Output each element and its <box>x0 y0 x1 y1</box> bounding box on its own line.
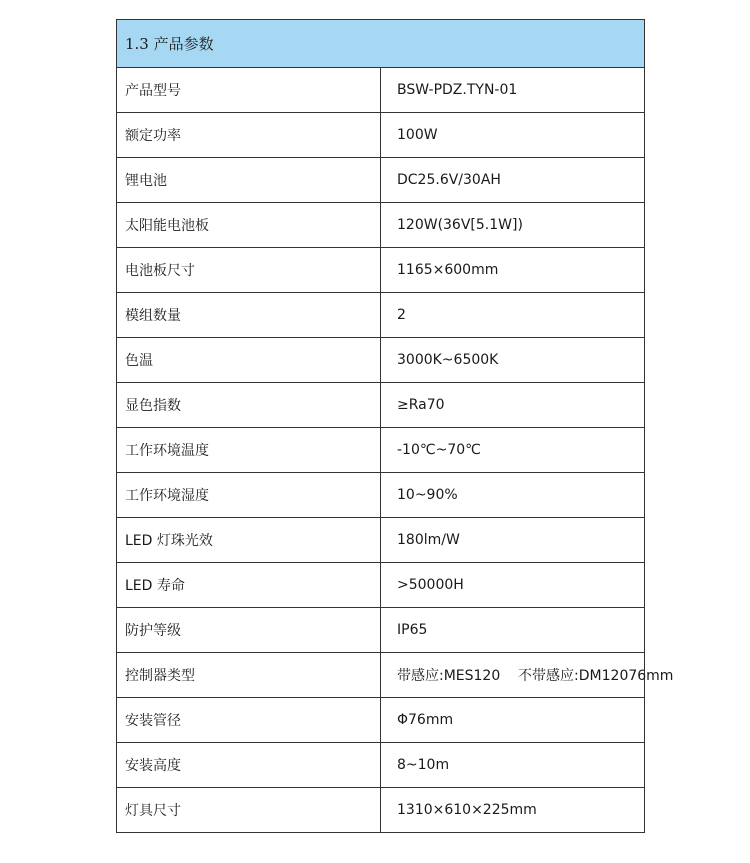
row-value: 1310×610×225mm <box>381 788 645 833</box>
table-row <box>117 473 645 518</box>
row-value: -10℃~70℃ <box>381 428 645 473</box>
row-label: 工作环境湿度 <box>117 473 381 518</box>
row-value: >50000H <box>381 563 645 608</box>
row-value: 8~10m <box>381 743 645 788</box>
row-value: 带感应:MES120 不带感应:DM12076mm <box>381 653 645 698</box>
table-row <box>117 653 645 698</box>
row-label: LED 灯珠光效 <box>117 518 381 563</box>
table-row <box>117 248 645 293</box>
row-label: 模组数量 <box>117 293 381 338</box>
table-row <box>117 338 645 383</box>
table-row <box>117 428 645 473</box>
table-row <box>117 113 645 158</box>
row-label: 色温 <box>117 338 381 383</box>
row-value: BSW-PDZ.TYN-01 <box>381 68 645 113</box>
table-row <box>117 518 645 563</box>
table-header-row <box>117 20 645 68</box>
table-row <box>117 698 645 743</box>
table-body <box>117 68 674 833</box>
row-label: 额定功率 <box>117 113 381 158</box>
row-label: 锂电池 <box>117 158 381 203</box>
row-label: 灯具尺寸 <box>117 788 381 833</box>
row-value: ≥Ra70 <box>381 383 645 428</box>
row-label: 防护等级 <box>117 608 381 653</box>
row-label: 安装高度 <box>117 743 381 788</box>
row-value: Φ76mm <box>381 698 645 743</box>
section-title: 1.3 产品参数 <box>117 20 645 68</box>
row-label: 工作环境温度 <box>117 428 381 473</box>
row-value: IP65 <box>381 608 645 653</box>
row-label: 控制器类型 <box>117 653 381 698</box>
row-label: 电池板尺寸 <box>117 248 381 293</box>
table-row <box>117 293 645 338</box>
table-row <box>117 68 645 113</box>
row-label: LED 寿命 <box>117 563 381 608</box>
row-label: 太阳能电池板 <box>117 203 381 248</box>
table-row <box>117 203 645 248</box>
row-value: 1165×600mm <box>381 248 645 293</box>
table-row <box>117 608 645 653</box>
row-value: 3000K~6500K <box>381 338 645 383</box>
row-value: 10~90% <box>381 473 645 518</box>
product-parameters-table <box>116 19 674 833</box>
row-value: 2 <box>381 293 645 338</box>
row-value: 120W(36V[5.1W]) <box>381 203 645 248</box>
row-value: DC25.6V/30AH <box>381 158 645 203</box>
row-label: 显色指数 <box>117 383 381 428</box>
table-row <box>117 788 645 833</box>
table-row <box>117 743 645 788</box>
table-row <box>117 158 645 203</box>
row-value: 180lm/W <box>381 518 645 563</box>
row-value: 100W <box>381 113 645 158</box>
table-row <box>117 383 645 428</box>
row-label: 产品型号 <box>117 68 381 113</box>
table-row <box>117 563 645 608</box>
row-label: 安装管径 <box>117 698 381 743</box>
